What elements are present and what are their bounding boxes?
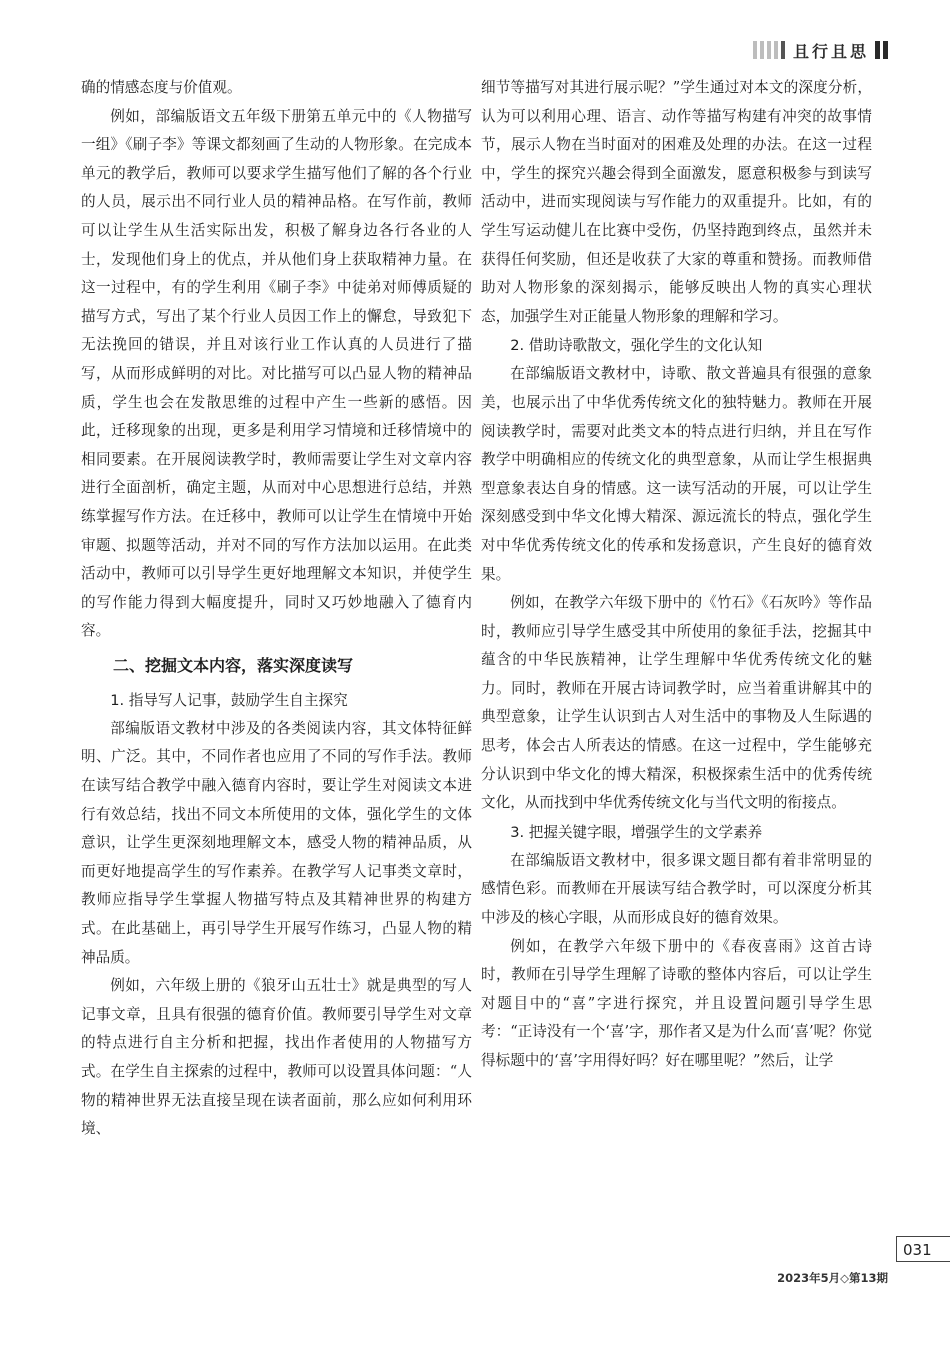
- subsection-heading: 2. 借助诗歌散文，强化学生的文化认知: [510, 337, 763, 355]
- section-heading: 二、挖掘文本内容，落实深度读写: [113, 655, 354, 675]
- paragraph: 在部编版语文教材中，诗歌、散文普遍具有很强的意象美，也展示出了中华优秀传统文化的独特魅力。教师在开展阅读教学时，需要对此类文本的特点进行归纳，并且在写作教学中明确相应的传统文化的典型意象，从而让学生根据典型意象表达自身的情感。这一读写活动的开展，可以让学生深刻感受到中华文化博大精深、源远流长的特点，强化学生对中华优秀传统文化的传承和发扬意识，产生良好的德育效果。: [481, 365, 872, 583]
- right-column: [481, 74, 872, 1076]
- paragraph: 在部编版语文教材中，很多课文题目都有着非常明显的感情色彩。而教师在开展读写结合教学时，可以深度分析其中涉及的核心字眼，从而形成良好的德育效果。: [481, 851, 872, 927]
- paragraph: 例如，在教学六年级下册中的《竹石》《石灰吟》等作品时，教师应引导学生感受其中所使用的象征手法，挖掘其中蕴含的中华民族精神，让学生理解中华优秀传统文化的魅力。同时，教师在开展古诗词教学时，应当着重讲解其中的典型意象，让学生认识到古人对生活中的事物及人生际遇的思考，体会古人所表达的情感。在这一过程中，学生能够充分认识到中华文化的博大精深，积极探索生活中的优秀传统文化，从而找到中华优秀传统文化与当代文明的衔接点。: [481, 594, 872, 812]
- subsection-heading: 3. 把握关键字眼，增强学生的文学素养: [510, 823, 763, 841]
- page-number: 031: [896, 1236, 950, 1262]
- left-column: [81, 74, 472, 1144]
- paragraph: 例如，在教学六年级下册中的《春夜喜雨》这首古诗时，教师在引导学生理解了诗歌的整体内容后，可以让学生对题目中的“喜”字进行探究，并且设置问题引导学生思考：“正诗没有一个‘喜’字，那作者又是为什么而‘喜’呢？你觉得标题中的‘喜’字用得好吗？好在哪里呢？”然后，让学: [481, 937, 872, 1069]
- paragraph: 部编版语文教材中涉及的各类阅读内容，其文体特征鲜明、广泛。其中，不同作者也应用了不同的写作手法。教师在读写结合教学中融入德育内容时，要让学生对阅读文本进行有效总结，找出不同文本所使用的文体，强化学生的文体意识，让学生更深刻地理解文本，感受人物的精神品质，从而更好地提高学生的写作素养。在教学写人记事类文章时，教师应指导学生掌握人物描写特点及其精神世界的构建方式。在此基础上，再引导学生开展写作练习，凸显人物的精神品质。: [81, 719, 472, 966]
- paragraph: 确的情感态度与价值观。: [81, 79, 242, 96]
- issue-label: 2023年5月◇第13期: [777, 1271, 888, 1285]
- header-stripes: [753, 41, 785, 59]
- paragraph: 例如，部编版语文五年级下册第五单元中的《人物描写一组》《刷子李》等课文都刻画了生动的人物形象。在完成本单元的教学后，教师可以要求学生描写他们了解的各个行业的人员，展示出不同行业人员的精神品格。在写作前，教师可以让学生从生活实际出发，积极了解身边各行各业的人士，发现他们身上的优点，并从他们身上获取精神力量。在这一过程中，有的学生利用《刷子李》中徒弟对师傅质疑的描写方式，写出了某个行业人员因工作上的懈怠，导致犯下无法挽回的错误，并且对该行业工作认真的人员进行了描写，从而形成鲜明的对比。对比描写可以凸显人物的精神品质，学生也会在发散思维的过程中产生一些新的感悟。因此，迁移现象的出现，更多是利用学习情境和迁移情境中的相同要素。在开展阅读教学时，教师需要让学生对文章内容进行全面剖析，确定主题，从而对中心思想进行总结，并熟练掌握写作方法。在迁移中，教师可以让学生在情境中开始审题、拟题等活动，并对不同的写作方法加以运用。在此类活动中，教师可以引导学生更好地理解文本知识，并使学生的写作能力得到大幅度提升，同时又巧妙地融入了德育内容。: [81, 107, 472, 640]
- header-end-bars: [875, 41, 888, 59]
- header-title: 且行且思: [792, 41, 869, 61]
- paragraph: 细节等描写对其进行展示呢？”学生通过对本文的深度分析，认为可以利用心理、语言、动作等描写构建有冲突的故事情节，展示人物在当时面对的困难及处理的办法。在这一过程中，学生的探究兴趣会得到全面激发，愿意积极参与到读写活动中，进而实现阅读与写作能力的双重提升。比如，有的学生写运动健儿在比赛中受伤，仍坚持跑到终点，虽然并未获得任何奖励，但还是收获了大家的尊重和赞扬。而教师借助对人物形象的深刻揭示，能够反映出人物的真实心理状态，加强学生对正能量人物形象的理解和学习。: [481, 79, 872, 325]
- paragraph: 例如，六年级上册的《狼牙山五壮士》就是典型的写人记事文章，且具有很强的德育价值。教师要引导学生对文章的特点进行自主分析和把握，找出作者使用的人物描写方式。在学生自主探索的过程中，教师可以设置具体问题：“人物的精神世界无法直接呈现在读者面前，那么应如何利用环境、: [81, 977, 472, 1138]
- running-header: [753, 38, 888, 62]
- subsection-heading: 1. 指导写人记事，鼓励学生自主探究: [110, 691, 348, 709]
